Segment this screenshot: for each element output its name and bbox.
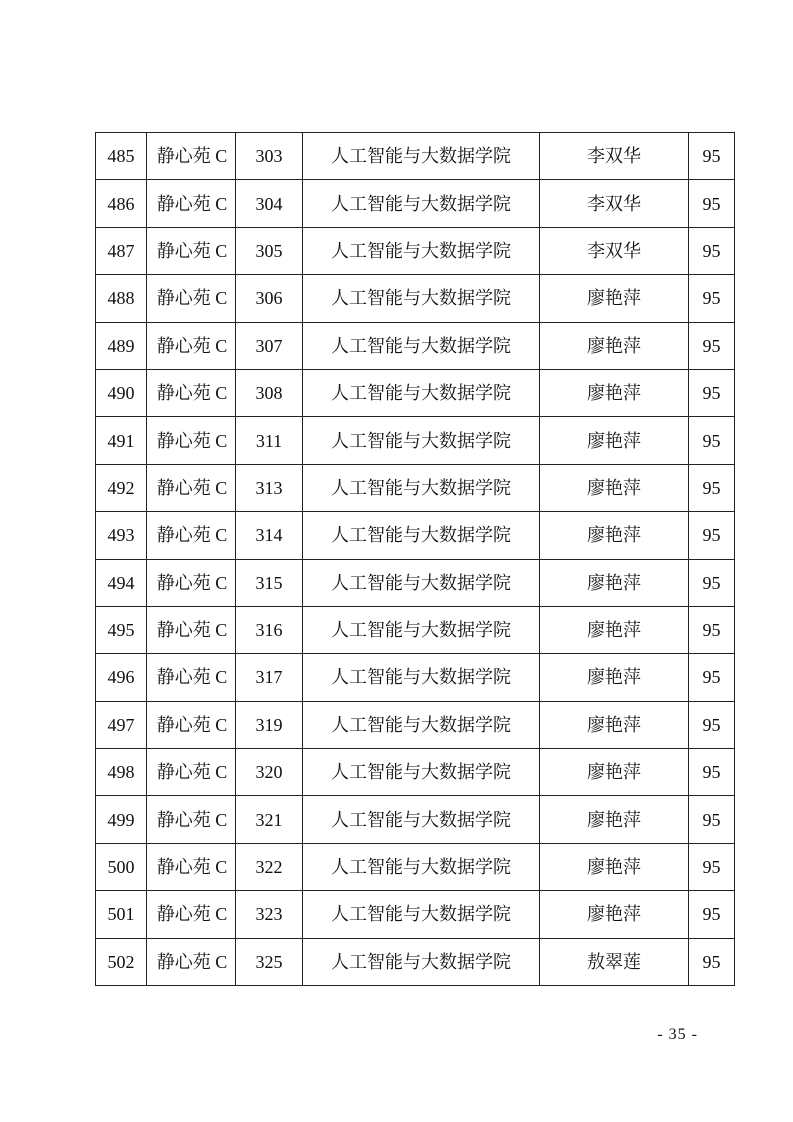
staff-name-cell: 廖艳萍 (540, 749, 689, 796)
row-index-cell: 491 (96, 417, 147, 464)
staff-name-cell: 廖艳萍 (540, 322, 689, 369)
table-row (96, 843, 735, 890)
score-cell: 95 (689, 227, 735, 274)
building-cell: 静心苑 C (147, 180, 236, 227)
room-number-cell: 304 (236, 180, 303, 227)
table-row (96, 796, 735, 843)
room-number-cell: 303 (236, 133, 303, 180)
staff-name-cell: 廖艳萍 (540, 654, 689, 701)
row-index-cell: 490 (96, 369, 147, 416)
room-number-cell: 308 (236, 369, 303, 416)
building-cell: 静心苑 C (147, 133, 236, 180)
building-cell: 静心苑 C (147, 654, 236, 701)
staff-name-cell: 廖艳萍 (540, 417, 689, 464)
row-index-cell: 485 (96, 133, 147, 180)
table-row (96, 133, 735, 180)
staff-name-cell: 李双华 (540, 133, 689, 180)
building-cell: 静心苑 C (147, 322, 236, 369)
dormitory-score-table (95, 132, 735, 986)
college-cell: 人工智能与大数据学院 (303, 559, 540, 606)
score-cell: 95 (689, 654, 735, 701)
row-index-cell: 492 (96, 464, 147, 511)
table-row (96, 938, 735, 985)
room-number-cell: 319 (236, 701, 303, 748)
building-cell: 静心苑 C (147, 749, 236, 796)
staff-name-cell: 敖翠莲 (540, 938, 689, 985)
room-number-cell: 317 (236, 654, 303, 701)
room-number-cell: 323 (236, 891, 303, 938)
college-cell: 人工智能与大数据学院 (303, 322, 540, 369)
staff-name-cell: 廖艳萍 (540, 606, 689, 653)
row-index-cell: 487 (96, 227, 147, 274)
row-index-cell: 497 (96, 701, 147, 748)
building-cell: 静心苑 C (147, 891, 236, 938)
page-number: - 35 - (657, 1026, 698, 1043)
table-row (96, 606, 735, 653)
score-cell: 95 (689, 749, 735, 796)
building-cell: 静心苑 C (147, 938, 236, 985)
building-cell: 静心苑 C (147, 701, 236, 748)
staff-name-cell: 廖艳萍 (540, 559, 689, 606)
building-cell: 静心苑 C (147, 606, 236, 653)
college-cell: 人工智能与大数据学院 (303, 369, 540, 416)
row-index-cell: 498 (96, 749, 147, 796)
college-cell: 人工智能与大数据学院 (303, 938, 540, 985)
college-cell: 人工智能与大数据学院 (303, 275, 540, 322)
staff-name-cell: 廖艳萍 (540, 843, 689, 890)
row-index-cell: 496 (96, 654, 147, 701)
college-cell: 人工智能与大数据学院 (303, 180, 540, 227)
room-number-cell: 316 (236, 606, 303, 653)
score-cell: 95 (689, 180, 735, 227)
score-cell: 95 (689, 796, 735, 843)
table-row (96, 464, 735, 511)
row-index-cell: 499 (96, 796, 147, 843)
college-cell: 人工智能与大数据学院 (303, 512, 540, 559)
score-cell: 95 (689, 369, 735, 416)
building-cell: 静心苑 C (147, 464, 236, 511)
staff-name-cell: 廖艳萍 (540, 701, 689, 748)
score-cell: 95 (689, 512, 735, 559)
table-row (96, 654, 735, 701)
table-row (96, 701, 735, 748)
college-cell: 人工智能与大数据学院 (303, 843, 540, 890)
table-row (96, 891, 735, 938)
row-index-cell: 488 (96, 275, 147, 322)
room-number-cell: 311 (236, 417, 303, 464)
table-body (96, 133, 735, 986)
table-row (96, 369, 735, 416)
table-row (96, 322, 735, 369)
score-cell: 95 (689, 559, 735, 606)
building-cell: 静心苑 C (147, 369, 236, 416)
room-number-cell: 325 (236, 938, 303, 985)
score-cell: 95 (689, 322, 735, 369)
score-cell: 95 (689, 891, 735, 938)
row-index-cell: 494 (96, 559, 147, 606)
room-number-cell: 314 (236, 512, 303, 559)
staff-name-cell: 李双华 (540, 227, 689, 274)
college-cell: 人工智能与大数据学院 (303, 654, 540, 701)
staff-name-cell: 廖艳萍 (540, 512, 689, 559)
college-cell: 人工智能与大数据学院 (303, 891, 540, 938)
score-cell: 95 (689, 606, 735, 653)
college-cell: 人工智能与大数据学院 (303, 606, 540, 653)
score-cell: 95 (689, 417, 735, 464)
room-number-cell: 313 (236, 464, 303, 511)
building-cell: 静心苑 C (147, 843, 236, 890)
college-cell: 人工智能与大数据学院 (303, 749, 540, 796)
row-index-cell: 501 (96, 891, 147, 938)
staff-name-cell: 廖艳萍 (540, 275, 689, 322)
building-cell: 静心苑 C (147, 275, 236, 322)
table-row (96, 559, 735, 606)
table-row (96, 275, 735, 322)
row-index-cell: 489 (96, 322, 147, 369)
score-cell: 95 (689, 464, 735, 511)
table-row (96, 180, 735, 227)
college-cell: 人工智能与大数据学院 (303, 227, 540, 274)
row-index-cell: 500 (96, 843, 147, 890)
staff-name-cell: 廖艳萍 (540, 464, 689, 511)
staff-name-cell: 廖艳萍 (540, 796, 689, 843)
building-cell: 静心苑 C (147, 796, 236, 843)
staff-name-cell: 廖艳萍 (540, 369, 689, 416)
table-row (96, 512, 735, 559)
table-row (96, 749, 735, 796)
college-cell: 人工智能与大数据学院 (303, 464, 540, 511)
room-number-cell: 306 (236, 275, 303, 322)
room-number-cell: 315 (236, 559, 303, 606)
room-number-cell: 305 (236, 227, 303, 274)
row-index-cell: 486 (96, 180, 147, 227)
building-cell: 静心苑 C (147, 512, 236, 559)
room-number-cell: 320 (236, 749, 303, 796)
room-number-cell: 322 (236, 843, 303, 890)
room-number-cell: 307 (236, 322, 303, 369)
college-cell: 人工智能与大数据学院 (303, 796, 540, 843)
table-row (96, 417, 735, 464)
building-cell: 静心苑 C (147, 417, 236, 464)
building-cell: 静心苑 C (147, 227, 236, 274)
staff-name-cell: 廖艳萍 (540, 891, 689, 938)
room-number-cell: 321 (236, 796, 303, 843)
row-index-cell: 502 (96, 938, 147, 985)
staff-name-cell: 李双华 (540, 180, 689, 227)
score-cell: 95 (689, 133, 735, 180)
score-cell: 95 (689, 843, 735, 890)
college-cell: 人工智能与大数据学院 (303, 701, 540, 748)
college-cell: 人工智能与大数据学院 (303, 133, 540, 180)
table-row (96, 227, 735, 274)
score-cell: 95 (689, 701, 735, 748)
college-cell: 人工智能与大数据学院 (303, 417, 540, 464)
building-cell: 静心苑 C (147, 559, 236, 606)
row-index-cell: 493 (96, 512, 147, 559)
row-index-cell: 495 (96, 606, 147, 653)
score-cell: 95 (689, 275, 735, 322)
score-cell: 95 (689, 938, 735, 985)
